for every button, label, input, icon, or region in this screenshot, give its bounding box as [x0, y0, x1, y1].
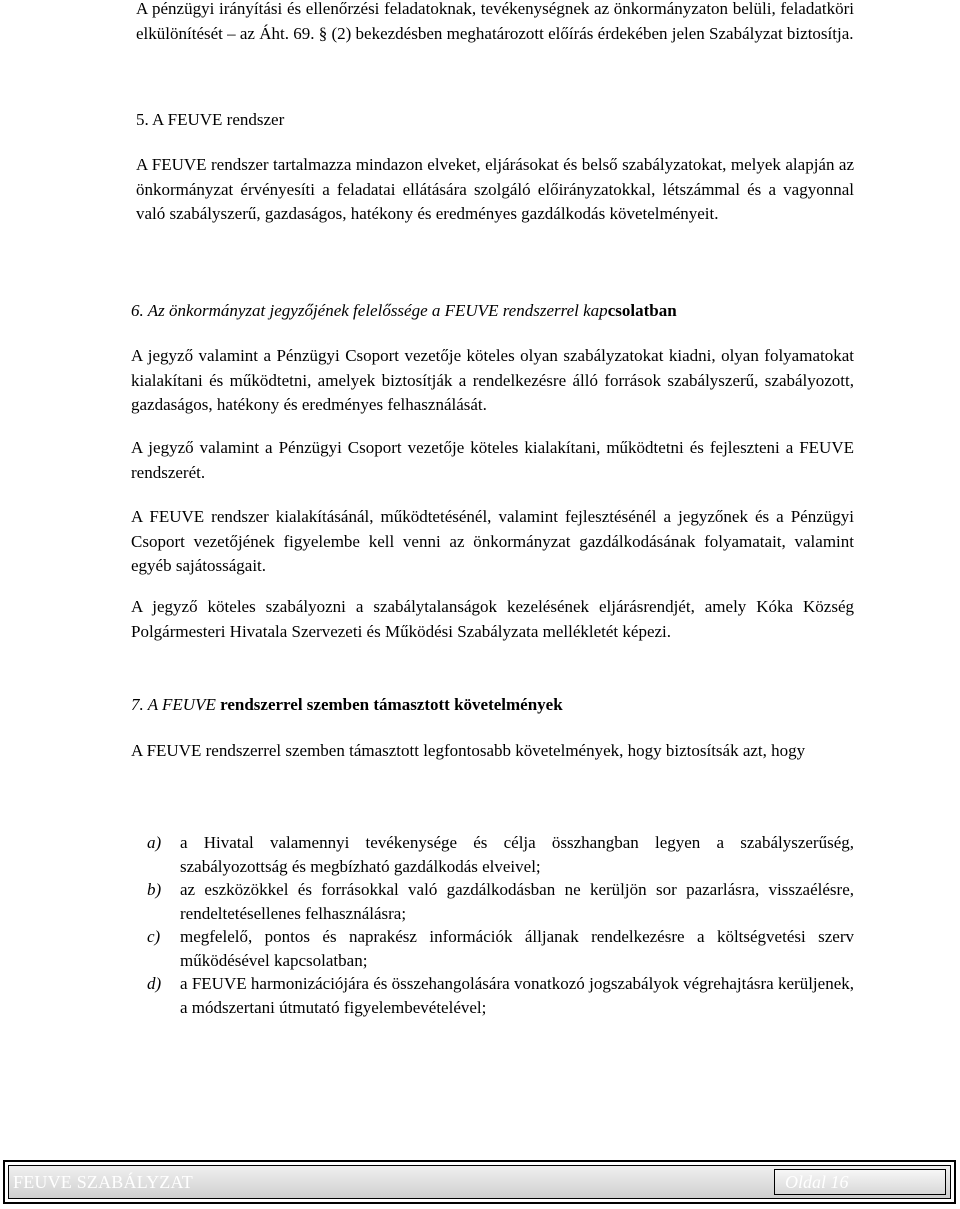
footer-title: FEUVE SZABÁLYZAT [13, 1172, 193, 1192]
list-item-marker: b) [147, 880, 162, 899]
section-6-paragraph-4: A jegyző köteles szabályozni a szabálytalanságok kezelésének eljárásrendjét, amely Kóka Község Polgármesteri Hivatala Szervezeti és Működési Szabályzata mellékletét képezi. [131, 597, 854, 641]
section-5-heading: 5. A FEUVE rendszer [136, 110, 285, 129]
list-item-text: a FEUVE harmonizációjára és összehangolására vonatkozó jogszabályok végrehajtásra kerüljenek, a módszertani útmutató figyelembevételével; [180, 974, 854, 1017]
section-6-paragraph-1: A jegyző valamint a Pénzügyi Csoport vezetője köteles olyan szabályzatokat kiadni, olyan folyamatokat kialakítani és működtetni, amelyek biztosítják a rendelkezésre álló források szabályszerű, szabályozott, gazdaságos, hatékony és eredményes felhasználását. [131, 346, 854, 414]
section-7-heading-italic: 7. A FEUVE [131, 695, 216, 714]
section-7-heading [131, 693, 854, 717]
section-7-heading-bold: rendszerrel szemben támasztott követelmények [215, 695, 563, 714]
list-item [131, 925, 854, 972]
section-6-paragraph-3: A FEUVE rendszer kialakításánál, működtetésénél, valamint fejlesztésénél a jegyzőnek és a Pénzügyi Csoport vezetőjének figyelembe kell venni az önkormányzat gazdálkodásának folyamatait, valamint egyéb sajátosságait. [131, 507, 854, 575]
section-6-heading-bold: csolatban [607, 301, 677, 320]
list-item-marker: d) [147, 974, 162, 993]
section-7 [131, 693, 854, 717]
page-number: Oldal 16 [785, 1172, 849, 1192]
intro-paragraph: A pénzügyi irányítási és ellenőrzési feladatoknak, tevékenységnek az önkormányzaton belüli, feladatköri elkülönítését – az Áht. 69. § (2) bekezdésben meghatározott előírás érdekében jelen Szabályzat biztosítja. [136, 0, 854, 43]
section-6-paragraph-2: A jegyző valamint a Pénzügyi Csoport vezetője köteles kialakítani, működtetni és fejleszteni a FEUVE rendszerét. [131, 438, 854, 482]
list-item-text: az eszközökkel és forrásokkal való gazdálkodásban ne kerüljön sor pazarlásra, visszaélésre, rendeltetésellenes felhasználásra; [180, 880, 854, 923]
page-footer [3, 1160, 956, 1204]
list-item [131, 878, 854, 925]
footer-bar [8, 1165, 951, 1199]
section-6 [131, 299, 854, 323]
section-5 [136, 108, 854, 132]
list-item-marker: a) [147, 833, 162, 852]
section-5-body: A FEUVE rendszer tartalmazza mindazon elveket, eljárásokat és belső szabályzatokat, melyek alapján az önkormányzat érvényesíti a feladatai ellátására szolgáló előirányzatokkal, létszámmal és a vagyonnal való szabályszerű, gazdaságos, hatékony és eredményes gazdálkodás követelményeit. [136, 155, 854, 223]
section-6-heading [131, 299, 854, 323]
section-7-intro: A FEUVE rendszerrel szemben támasztott legfontosabb követelmények, hogy biztosítsák azt, hogy [131, 741, 806, 760]
section-6-heading-italic: 6. Az önkormányzat jegyzőjének felelőssége a FEUVE rendszerrel kap [131, 301, 608, 320]
list-item [131, 972, 854, 1019]
list-item-text: megfelelő, pontos és naprakész információk álljanak rendelkezésre a költségvetési szerv működésével kapcsolatban; [180, 927, 854, 970]
list-item [131, 831, 854, 878]
requirements-list [131, 831, 854, 1019]
list-item-marker: c) [147, 927, 161, 946]
list-item-text: a Hivatal valamennyi tevékenysége és célja összhangban legyen a szabályszerűség, szabályozottság és megbízható gazdálkodás elveivel; [180, 833, 854, 876]
page-number-box [774, 1169, 946, 1195]
